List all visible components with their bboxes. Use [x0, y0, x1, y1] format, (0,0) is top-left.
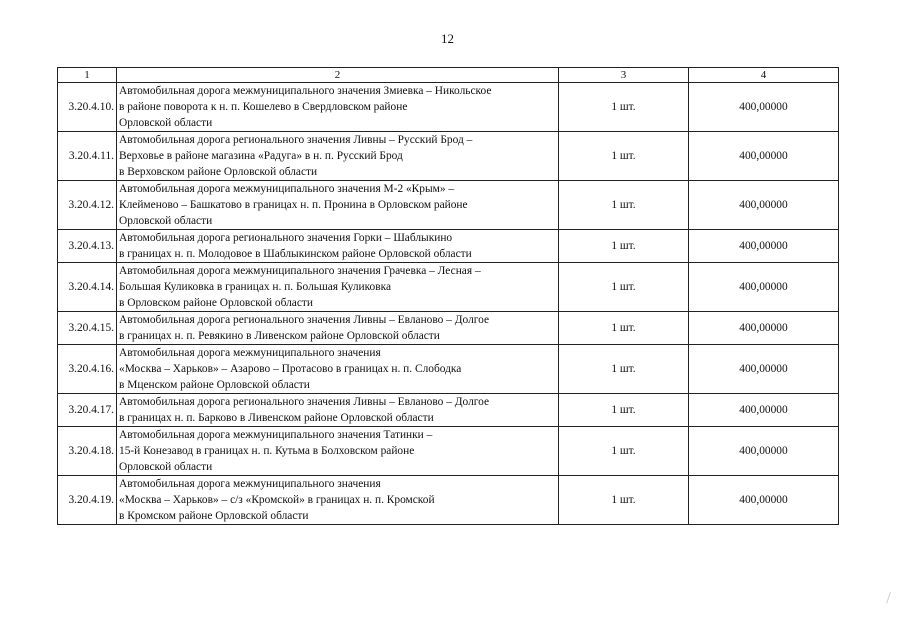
description-line: в районе поворота к н. п. Кошелево в Свердловском районе — [119, 101, 408, 113]
description-line: Клейменово – Башкатово в границах н. п. Пронина в Орловском районе — [119, 199, 468, 211]
row-number: 3.20.4.14. — [58, 263, 117, 312]
description-line: в Мценском районе Орловской области — [119, 379, 310, 391]
description-line: Автомобильная дорога регионального значения Горки – Шаблыкино — [119, 232, 453, 244]
description-line: Автомобильная дорога межмуниципального значения Змиевка – Никольское — [119, 85, 492, 97]
amount-cell: 400,00000 — [689, 312, 839, 345]
table-body — [58, 83, 839, 525]
table-header-row — [58, 68, 839, 83]
description-line: Автомобильная дорога межмуниципального значения Грачевка – Лесная – — [119, 265, 481, 277]
amount-cell: 400,00000 — [689, 476, 839, 525]
road-description — [117, 181, 559, 230]
quantity-cell: 1 шт. — [559, 345, 689, 394]
table-row — [58, 132, 839, 181]
quantity-cell: 1 шт. — [559, 476, 689, 525]
row-number: 3.20.4.13. — [58, 230, 117, 263]
description-line: Автомобильная дорога регионального значения Ливны – Евланово – Долгое — [119, 314, 490, 326]
table-row — [58, 427, 839, 476]
description-line: Автомобильная дорога регионального значения Ливны – Евланово – Долгое — [119, 396, 490, 408]
table-row — [58, 230, 839, 263]
header-col-3: 3 — [559, 68, 689, 83]
row-number: 3.20.4.12. — [58, 181, 117, 230]
description-line: в Орловском районе Орловской области — [119, 297, 313, 309]
row-number: 3.20.4.17. — [58, 394, 117, 427]
amount-cell: 400,00000 — [689, 394, 839, 427]
row-number: 3.20.4.11. — [58, 132, 117, 181]
header-col-1: 1 — [58, 68, 117, 83]
row-number: 3.20.4.19. — [58, 476, 117, 525]
table-row — [58, 394, 839, 427]
description-line: Большая Куликовка в границах н. п. Большая Куликовка — [119, 281, 392, 293]
row-number: 3.20.4.10. — [58, 83, 117, 132]
amount-cell: 400,00000 — [689, 427, 839, 476]
road-description — [117, 427, 559, 476]
quantity-cell: 1 шт. — [559, 312, 689, 345]
row-number: 3.20.4.18. — [58, 427, 117, 476]
quantity-cell: 1 шт. — [559, 83, 689, 132]
description-line: 15-й Конезавод в границах н. п. Кутьма в Болховском районе — [119, 445, 415, 457]
road-description — [117, 83, 559, 132]
road-description — [117, 394, 559, 427]
description-line: в границах н. п. Молодовое в Шаблыкинском районе Орловской области — [119, 248, 472, 260]
description-line: Орловской области — [119, 215, 213, 227]
quantity-cell: 1 шт. — [559, 394, 689, 427]
road-description — [117, 312, 559, 345]
description-line: в Верховском районе Орловской области — [119, 166, 318, 178]
amount-cell: 400,00000 — [689, 181, 839, 230]
quantity-cell: 1 шт. — [559, 263, 689, 312]
row-number: 3.20.4.15. — [58, 312, 117, 345]
quantity-cell: 1 шт. — [559, 132, 689, 181]
header-col-4: 4 — [689, 68, 839, 83]
quantity-cell: 1 шт. — [559, 427, 689, 476]
road-description — [117, 230, 559, 263]
quantity-cell: 1 шт. — [559, 181, 689, 230]
description-line: Автомобильная дорога межмуниципального значения Татинки – — [119, 429, 433, 441]
amount-cell: 400,00000 — [689, 83, 839, 132]
table-row — [58, 345, 839, 394]
row-number: 3.20.4.16. — [58, 345, 117, 394]
description-line: Орловской области — [119, 117, 213, 129]
description-line: в Кромском районе Орловской области — [119, 510, 309, 522]
road-description — [117, 476, 559, 525]
amount-cell: 400,00000 — [689, 132, 839, 181]
description-line: «Москва – Харьков» – с/з «Кромской» в границах н. п. Кромской — [119, 494, 435, 506]
road-description — [117, 345, 559, 394]
description-line: Автомобильная дорога регионального значения Ливны – Русский Брод – — [119, 134, 473, 146]
description-line: «Москва – Харьков» – Азарово – Протасово в границах н. п. Слободка — [119, 363, 462, 375]
description-line: Автомобильная дорога межмуниципального значения — [119, 478, 381, 490]
table-row — [58, 476, 839, 525]
description-line: в границах н. п. Ревякино в Ливенском районе Орловской области — [119, 330, 440, 342]
description-line: Орловской области — [119, 461, 213, 473]
amount-cell: 400,00000 — [689, 345, 839, 394]
page-number: 12 — [441, 31, 454, 46]
quantity-cell: 1 шт. — [559, 230, 689, 263]
table-row — [58, 83, 839, 132]
table-row — [58, 263, 839, 312]
description-line: Автомобильная дорога межмуниципального значения — [119, 347, 381, 359]
description-line: в границах н. п. Барково в Ливенском районе Орловской области — [119, 412, 434, 424]
table-row — [58, 181, 839, 230]
amount-cell: 400,00000 — [689, 230, 839, 263]
road-description — [117, 132, 559, 181]
road-objects-table — [57, 67, 839, 525]
description-line: Верховье в районе магазина «Радуга» в н. п. Русский Брод — [119, 150, 403, 162]
table-row — [58, 312, 839, 345]
road-description — [117, 263, 559, 312]
amount-cell: 400,00000 — [689, 263, 839, 312]
description-line: Автомобильная дорога межмуниципального значения М-2 «Крым» – — [119, 183, 455, 195]
header-col-2: 2 — [117, 68, 559, 83]
scan-mark — [886, 592, 893, 604]
